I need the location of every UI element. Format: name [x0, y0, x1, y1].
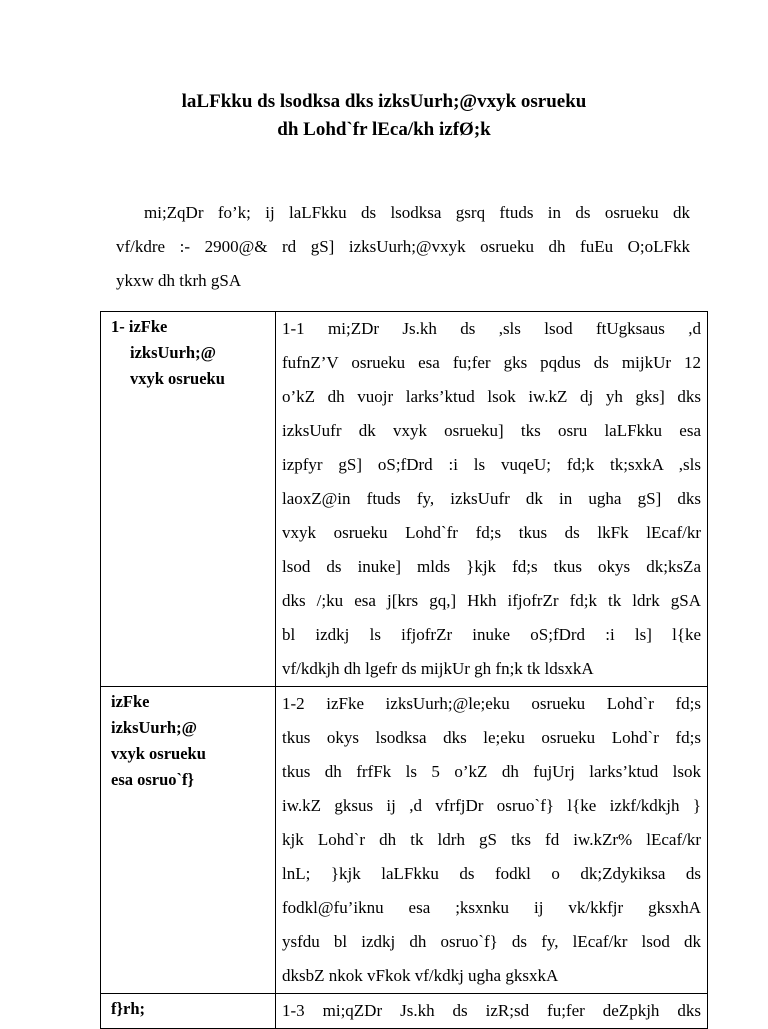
row-content-line: tkus okys lsodksa dks le;eku osrueku Lohd`r fd;s [282, 728, 701, 747]
row-content-line: izksUufr dk vxyk osrueku] tks osru laLFkku esa [282, 421, 701, 440]
row-content-line: fodkl@fu’iknu esa ;ksxnku ij vk/kkfjr gksxhA [282, 898, 701, 917]
intro-line: mi;ZqDr fo’k; ij laLFkku ds lsodksa gsrq ftuds in ds osrueku dk [144, 203, 690, 222]
row-content-line: tkus dh frfFk ls 5 o’kZ dh fujUrj larks’ktud lsok [282, 762, 701, 781]
row-content-line: bl izdkj ls ifjofrZr inuke oS;fDrd :i ls] l{ke [282, 625, 701, 644]
row-content-line: iw.kZ gksus ij ,d vfrfjDr osruo`f} l{ke izkf/kdkjh } [282, 796, 701, 815]
row-content-line: izpfyr gS] oS;fDrd :i ls vuqeU; fd;k tk;sxkA ,sls [282, 455, 701, 474]
intro-line: vf/kdre :- 2900@& rd gS] izksUurh;@vxyk osrueku dh fuEu O;oLFkk [116, 237, 690, 256]
table-row [101, 312, 708, 687]
table-row [101, 687, 708, 994]
row-content-line: dks /;ku esa j[krs gq,] Hkh ifjofrZr fd;k tk ldrk gSA [282, 591, 701, 610]
row-content-line: lnL; }kjk laLFkku ds fodkl o dk;Zdykiksa ds [282, 864, 701, 883]
row-label-line: izFke [111, 692, 150, 711]
row-label-cell [101, 994, 276, 1029]
row-content-line: dksbZ nkok vFkok vf/kdkj ugha gksxkA [282, 966, 559, 985]
row-content-line: lsod ds inuke] mlds }kjk fd;s tkus okys dk;ksZa [282, 557, 701, 576]
document-title-line-1: laLFkku ds lsodksa dks izksUurh;@vxyk osrueku [181, 91, 587, 112]
row-label-line: izksUurh;@ [111, 718, 197, 737]
row-content-line: kjk Lohd`r dh tk ldrh gS tks fd iw.kZr% lEcaf/kr [282, 830, 701, 849]
row-content-line: laoxZ@in ftuds fy, izksUufr dk in ugha gS] dks [282, 489, 701, 508]
row-content-cell [276, 994, 708, 1029]
row-content-line: vxyk osrueku Lohd`fr fd;s tkus ds lkFk lEcaf/kr [282, 523, 701, 542]
row-content-line: o’kZ dh vuojr larks’ktud lsok iw.kZ dj yh gks] dks [282, 387, 701, 406]
document-title-line-2: dh Lohd`fr lEca/kh izfØ;k [277, 119, 491, 140]
row-content-line: vf/kdkjh dh lgefr ds mijkUr gh fn;k tk ldsxkA [282, 659, 594, 678]
row-content-line: 1-1 mi;ZDr Js.kh ds ,sls lsod ftUgksaus ,d [282, 319, 701, 338]
row-label-line: izksUurh;@ [130, 343, 216, 362]
row-label-line: 1- izFke [111, 317, 168, 336]
row-content-line: ysfdu bl izdkj dh osruo`f} ds fy, lEcaf/kr lsod dk [282, 932, 701, 951]
row-content-line: 1-3 mi;qZDr Js.kh ds izR;sd fu;fer deZpkjh dks [282, 1001, 701, 1020]
row-content-line: fufnZ’V osrueku esa fu;fer gks pqdus ds mijkUr 12 [282, 353, 701, 372]
row-label-cell [101, 312, 276, 687]
intro-line: ykxw dh tkrh gSA [116, 271, 242, 290]
intro-paragraph [116, 196, 690, 298]
row-content-line: 1-2 izFke izksUurh;@le;eku osrueku Lohd`r fd;s [282, 694, 701, 713]
row-label-line: vxyk osrueku [111, 744, 206, 763]
row-content-cell [276, 312, 708, 687]
row-label-line: vxyk osrueku [130, 369, 225, 388]
row-label-cell [101, 687, 276, 994]
row-content-cell [276, 687, 708, 994]
row-label-line: esa osruo`f} [111, 770, 195, 789]
table-row [101, 994, 708, 1029]
row-label-line: f}rh; [111, 999, 145, 1018]
rules-table [100, 311, 708, 1029]
